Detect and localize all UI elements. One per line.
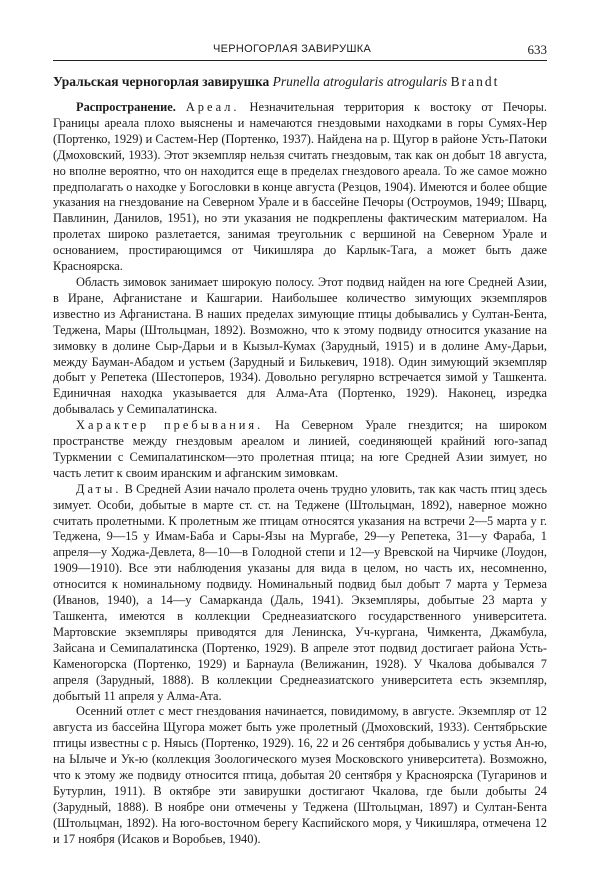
subsection-label-dates: Даты. [76, 481, 122, 496]
running-title: ЧЕРНОГОРЛАЯ ЗАВИРУШКА [213, 43, 372, 55]
paragraph-text: Осенний отлет с мест гнездования начинается, повидимому, в августе. Экземпляр от 12 августа из бассейна Щугора может быть уже пролетный (Дмоховский, 1933). Сентябрьские птицы известны с р. Няысь (Портенко, 1929). 16, 22 и 26 сентября добывались у устья Ан-ю, на Ылыче и Ук-ю (коллекция Зоологического музея Московского университета). Возможно, что к этому же подвиду относится птица, добытая 20 сентября у Красноярска (Тугаринов и Бутурлин, 1911). В октябре эти завирушки достигают Чкалова, где были добыты 24 (Зарудный, 1888). В ноябре они отмечены у Теджена (Штольцман, 1897) и Султан-Бента (Штольцман, 1892). На юго-восточном берегу Каспийского моря, у Чикишляра, отмечена 12 и 17 ноября (Исаков и Воробьев, 1940). [53, 704, 547, 846]
paragraph-text: Незначительная территория к востоку от Печоры. Границы ареала плохо выяснены и намечаются гнездовыми находками в горы Сумях-Нер (Портенко, 1929) и Састем-Нер (Портенко, 1937). Найдена на р. Щугор в районе Усть-Патоки (Дмоховский, 1933). Этот экземпляр нельзя считать гнездовым, так как он добыт 18 августа, но вполне вероятно, что он находится еще в пределах гнездового ареала. То же самое можно предполагать о находке у Богословки в конце августа (Резцов, 1904). Имеются и более общие указания на гнездование на Северном Урале и в бассейне Печоры (Остроумов, 1949; Шварц, Павлинин, Данилов, 1951), но эти указания не подкреплены фактическим материалом. На пролетах широко разлетается, занимая треугольник с вершиной на Северном Урале и основанием, простирающимся от Чикишляра до Карлык-Тага, а может быть даже Красноярска. [53, 100, 548, 274]
subsection-label-residence: Характер пребывания. [76, 418, 264, 433]
page-number: 633 [527, 42, 547, 57]
species-title [53, 73, 547, 90]
page-header [53, 40, 547, 61]
species-author: Brandt [450, 74, 500, 89]
paragraph-text: В Средней Азии начало пролета очень трудно уловить, так как часть птиц здесь зимует. Особи, добытые в марте ст. ст. на Теджене (Штольцман, 1892), наверное можно считать пролетными. К пролетным же птицам относятся указания на встречи 2—5 марта у г. Теджена, 9—15 у Имам-Баба и Сары-Язы на Мургабе, 29—у Репетека, 31—у Фараба, 1 апреля—у Ходжа-Девлета, 8—10—в Голодной степи и 12—у Вревской на Чирчике (Лоудон, 1909—1910). Все эти наблюдения указаны для вида в целом, но часть их, несомненно, относится к номинальному подвиду. Номинальный подвид был добыт 7 марта у Термеза (Иванов, 1940), а 14—у Самарканда (Даль, 1941). Экземпляры, добытые 23 марта у Ташкента, имеются в коллекции Среднеазиатского государственного университета. Мартовские экземпляры приводятся для Ленинска, Уч-кургана, Чимкента, Джамбула, Зайсана и Семипалатинска (Портенко, 1929). В апреле этот подвид достигает района Усть-Каменогорска (Портенко, 1929) и Барнаула (Велижанин, 1928). У Чкалова добывался 7 апреля (Зарудный, 1888). В коллекции Среднеазиатского университета есть экземпляр, добытый 11 апреля у Алма-Ата. [53, 481, 547, 703]
paragraph-text: Область зимовок занимает широкую полосу. Этот подвид найден на юге Средней Азии, в Иране, Афганистане и Кашгарии. Наибольшее количество зимующих экземпляров известно из Афганистана. В наших пределах зимующие птицы добывались у Султан-Бента, Теджена, Мары (Штольцман, 1892). Возможно, что к этому подвиду относится указание на зимовку в долине Сыр-Дарьи и в Кызыл-Кумах (Зарудный, 1915) и в долине Аму-Дарьи, между Бауман-Абадом и устьем (Зарудный и Билькевич, 1918). Один зимующий экземпляр добыт у Репетека (Шестоперов, 1934). Довольно регулярно встречается зимой у Ташкента. Единичная находка указывается для Алма-Ата (Портенко, 1929). Наконец, изредка добывалась у Семипалатинска. [53, 274, 547, 417]
paragraph-distribution [53, 100, 547, 275]
species-latin-name: Prunella atrogularis atrogularis [272, 74, 448, 89]
paragraph-residence [53, 418, 547, 482]
paragraph-autumn [53, 704, 547, 847]
paragraph-dates [53, 482, 547, 705]
paragraph-wintering [53, 275, 547, 418]
species-common-name: Уральская черногорлая завирушка [53, 74, 270, 89]
paragraph-text: На Северном Урале гнездится; на широком пространстве между гнездовым ареалом и линией, соединяющей крайний юго-запад Туркмении с Семипалатинском—это пролетная птица; на юге Средней Азии зимует, но часть летит к своим иранским и афганским зимовкам. [53, 418, 547, 480]
page-content [53, 73, 547, 848]
section-label-distribution: Распространение. [76, 100, 176, 114]
subsection-label-range: Ареал. [185, 100, 240, 114]
